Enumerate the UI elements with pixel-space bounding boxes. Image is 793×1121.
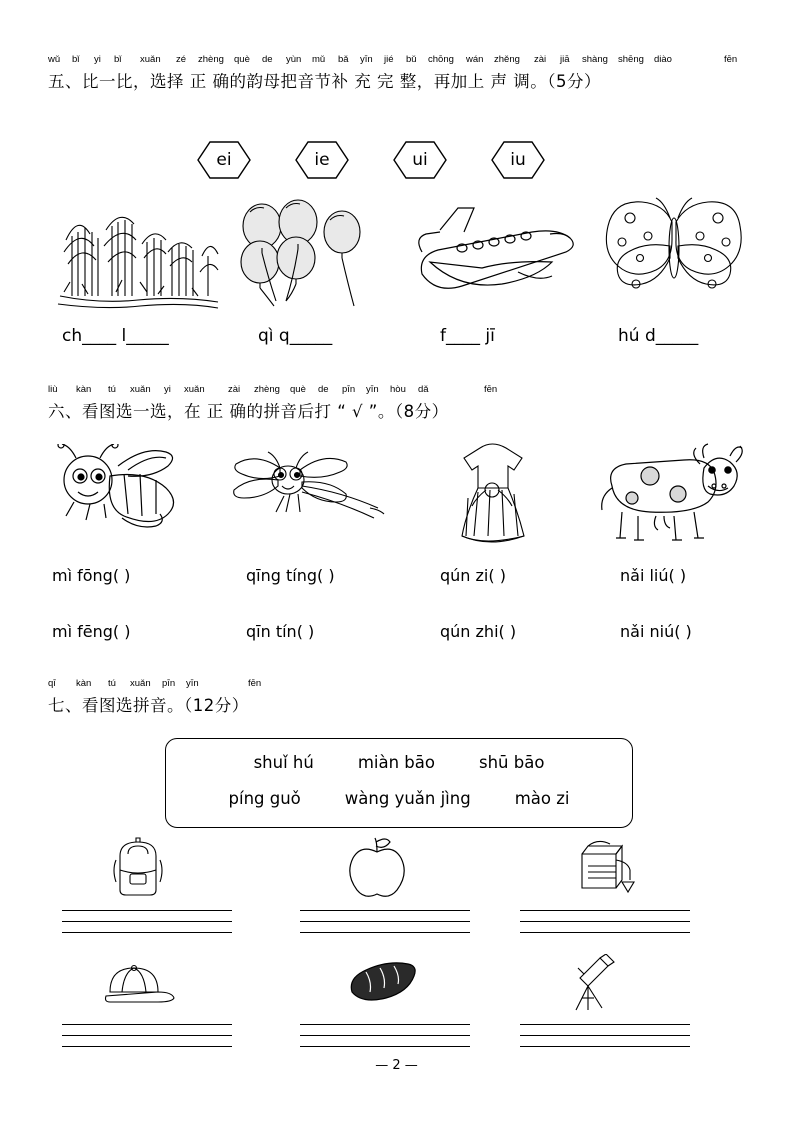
hex-choice-label: ei: [216, 150, 232, 170]
ex6-option-3b[interactable]: qún zhi( ): [440, 622, 517, 641]
ruby-syllable: yi: [94, 54, 101, 65]
ruby-syllable: wán: [466, 54, 484, 65]
ex7-word-bank-row-2: [166, 789, 632, 808]
picture-butterfly: [600, 196, 748, 316]
ex5-pinyin-annotation: [48, 54, 748, 68]
ex7-pinyin-annotation: [48, 678, 748, 692]
ex5-answer-blank-2[interactable]: qì q_____: [258, 326, 333, 346]
ruby-syllable: zhěng: [494, 54, 520, 65]
ruby-syllable: hòu: [390, 384, 406, 395]
ex6-option-4b[interactable]: nǎi niú( ): [620, 622, 692, 641]
ruby-syllable: tú: [108, 384, 116, 395]
picture-bee: [48, 444, 198, 544]
picture-forest: [52, 196, 222, 314]
ruby-syllable: yīn: [186, 678, 199, 689]
ruby-syllable: wǔ: [48, 54, 61, 65]
ruby-syllable: pīn: [342, 384, 356, 395]
ex6-option-2a[interactable]: qīng tíng( ): [246, 566, 335, 585]
ruby-syllable: diào: [654, 54, 672, 65]
picture-backpack: [106, 836, 170, 898]
hex-choice-iu[interactable]: [490, 140, 546, 180]
ex7-write-lines-2c[interactable]: [520, 1014, 690, 1047]
ex5-hexagon-choices: [48, 140, 748, 192]
hex-choice-label: ie: [314, 150, 330, 170]
ruby-syllable: xuǎn: [140, 54, 161, 65]
ruby-syllable: fēn: [248, 678, 262, 689]
ex7-write-lines-1a[interactable]: [62, 900, 232, 933]
ruby-syllable: bǎ: [338, 54, 349, 65]
picture-cap: [96, 962, 176, 1006]
ruby-syllable: fēn: [724, 54, 738, 65]
word-bank-item[interactable]: shuǐ hú: [253, 753, 314, 772]
ruby-syllable: shēng: [618, 54, 644, 65]
ex5-answer-blank-3[interactable]: f____ jī: [440, 326, 495, 346]
ex6-option-2b[interactable]: qīn tín( ): [246, 622, 315, 641]
hex-choice-label: iu: [510, 150, 526, 170]
page-number: — 2 —: [375, 1058, 418, 1073]
ex7-word-bank: [165, 738, 633, 828]
ruby-syllable: zhèng: [254, 384, 280, 395]
ruby-syllable: liù: [48, 384, 58, 395]
ruby-syllable: yīn: [366, 384, 379, 395]
word-bank-item[interactable]: píng guǒ: [228, 789, 301, 808]
picture-dress: [438, 440, 548, 550]
ex5-answer-blank-4[interactable]: hú d_____: [618, 326, 699, 346]
ruby-syllable: zài: [228, 384, 241, 395]
ex5-answer-blank-1[interactable]: ch____ l_____: [62, 326, 169, 346]
exercise-7: [48, 678, 748, 716]
ex6-pinyin-annotation: [48, 384, 748, 398]
ruby-syllable: mǔ: [312, 54, 326, 65]
hex-choice-label: ui: [412, 150, 428, 170]
ruby-syllable: kàn: [76, 678, 92, 689]
ruby-syllable: tú: [108, 678, 116, 689]
ruby-syllable: yīn: [360, 54, 373, 65]
hex-choice-ie[interactable]: [294, 140, 350, 180]
picture-cow: [598, 442, 748, 547]
ruby-syllable: xuǎn: [130, 384, 151, 395]
exercise-5: [48, 54, 748, 92]
ex7-write-lines-1b[interactable]: [300, 900, 470, 933]
hex-choice-ui[interactable]: [392, 140, 448, 180]
ruby-syllable: dǎ: [418, 384, 429, 395]
exercise-6-heading: 六、看图选一选，在 正 确的拼音后打 “ √ ”。（8分）: [48, 402, 449, 421]
ex6-option-4a[interactable]: nǎi liú( ): [620, 566, 687, 585]
ruby-syllable: què: [234, 54, 250, 65]
ex6-option-3a[interactable]: qún zi( ): [440, 566, 506, 585]
ruby-syllable: zé: [176, 54, 187, 65]
ruby-syllable: jiā: [560, 54, 570, 65]
picture-telescope: [558, 954, 636, 1012]
ruby-syllable: bǐ: [72, 54, 80, 65]
picture-bread: [344, 958, 420, 1006]
ex6-option-1b[interactable]: mì fēng( ): [52, 622, 131, 641]
ruby-syllable: kàn: [76, 384, 92, 395]
ex7-write-lines-2a[interactable]: [62, 1014, 232, 1047]
exercise-6: [48, 384, 748, 422]
hex-choice-ei[interactable]: [196, 140, 252, 180]
ruby-syllable: zài: [534, 54, 547, 65]
ruby-syllable: de: [262, 54, 273, 65]
ruby-syllable: pīn: [162, 678, 176, 689]
picture-airplane: [410, 200, 585, 310]
exercise-7-heading: 七、看图选拼音。（12分）: [48, 696, 249, 715]
word-bank-item[interactable]: mào zi: [514, 789, 570, 808]
ruby-syllable: shàng: [582, 54, 608, 65]
ruby-syllable: bǐ: [114, 54, 122, 65]
ruby-syllable: qī: [48, 678, 56, 689]
ruby-syllable: yi: [164, 384, 171, 395]
ex6-option-1a[interactable]: mì fōng( ): [52, 566, 131, 585]
ruby-syllable: què: [290, 384, 306, 395]
ruby-syllable: fēn: [484, 384, 498, 395]
ruby-syllable: yùn: [286, 54, 302, 65]
exercise-5-heading: 五、比一比，选择 正 确的韵母把音节补 充 完 整，再加上 声 调。（5分）: [48, 72, 601, 91]
word-bank-item[interactable]: shū bāo: [478, 753, 545, 772]
ex7-write-lines-2b[interactable]: [300, 1014, 470, 1047]
ex7-write-lines-1c[interactable]: [520, 900, 690, 933]
picture-dragonfly: [232, 446, 392, 546]
ruby-syllable: zhèng: [198, 54, 224, 65]
ruby-syllable: de: [318, 384, 329, 395]
picture-watering-can: [566, 836, 636, 898]
word-bank-item[interactable]: wàng yuǎn jìng: [344, 789, 471, 808]
ruby-syllable: xuǎn: [184, 384, 205, 395]
picture-balloons: [230, 196, 380, 314]
ex7-word-bank-row-1: [166, 753, 632, 772]
ruby-syllable: xuǎn: [130, 678, 151, 689]
picture-apple: [346, 836, 408, 898]
word-bank-item[interactable]: miàn bāo: [357, 753, 435, 772]
ruby-syllable: chōng: [428, 54, 454, 65]
ruby-syllable: jié: [384, 54, 394, 65]
ruby-syllable: bǔ: [406, 54, 417, 65]
